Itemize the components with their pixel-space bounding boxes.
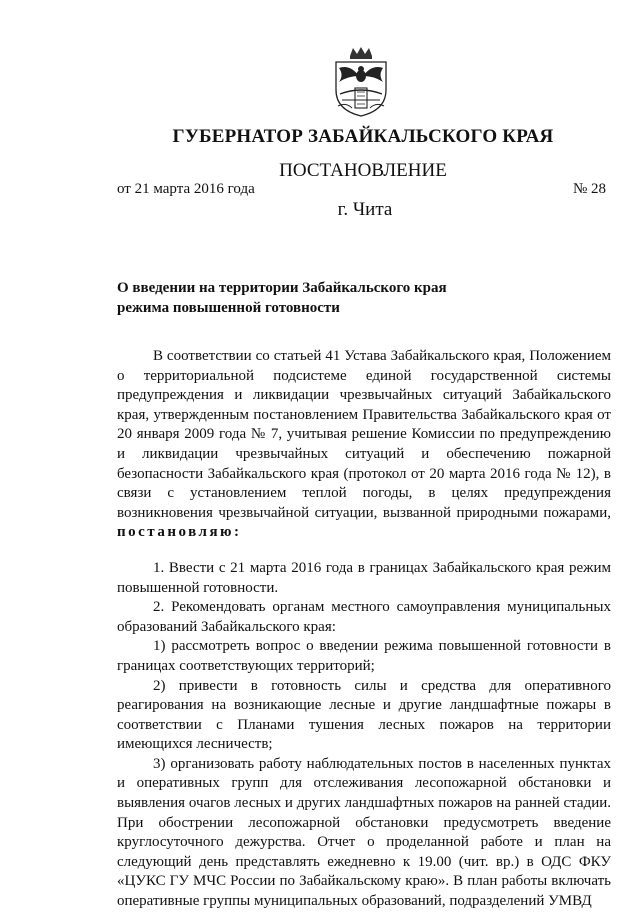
coat-of-arms-icon xyxy=(326,46,396,118)
item-paragraph: 1) рассмотреть вопрос о введении режима повышенной готовности в границах соответствующих территорий; xyxy=(117,638,611,674)
item-paragraph: 3) организовать работу наблюдательных постов в населенных пунктах и оперативных групп для отслеживания лесопожарной обстановки и выявления очагов лесных и других ландшафтных пожаров на ранней стадии. При обострении лесопожарной обстановки предусмотреть введение круглосуточного дежурства. Отчет о проделанной работе и план на следующий день представлять ежедневно к 19.00 (чит. вр.) в ОДС ФКУ «ЦУКС ГУ МЧС России по Забайкальскому краю». В план работы включать оперативные группы муниципальных образований, подразделений УМВД xyxy=(117,755,611,910)
document-subject xyxy=(117,278,477,318)
document-city: г. Чита xyxy=(337,199,393,220)
subject-line-1: О введении на территории Забайкальского края xyxy=(117,280,447,296)
document-type: ПОСТАНОВЛЕНИЕ xyxy=(279,160,447,181)
document-body xyxy=(117,347,611,912)
subject-line-2: режима повышенной готовности xyxy=(117,300,340,316)
item-paragraph: 1. Ввести с 21 марта 2016 года в границах Забайкальского края режим повышенной готовности. xyxy=(117,559,611,596)
item-paragraph: 2) привести в готовность силы и средства для оперативного реагирования на возникающие лесные и другие ландшафтные пожары в соответствии с Планами тушения лесных пожаров на территории имеющихся лесничеств; xyxy=(117,677,611,753)
document-date: от 21 марта 2016 года xyxy=(117,181,255,197)
preamble-text: В соответствии со статьей 41 Устава Забайкальского края, Положением о территориальной подсистеме единой государственной системы предупреждения и ликвидации чрезвычайных ситуаций Забайкальского края, утвержденным постановлением Правительства Забайкальского края от 20 января 2009 года № 7, учитывая решение Комиссии по предупреждению и ликвидации чрезвычайных ситуаций и обеспечению пожарной безопасности Забайкальского края (протокол от 20 марта 2016 года № 12), в связи с установлением теплой погоды, в целях предупреждения возникновения чрезвычайной ситуации, вызванной природными пожарами, xyxy=(117,348,611,521)
resolve-word: постановляю: xyxy=(117,524,242,541)
issuing-authority: ГУБЕРНАТОР ЗАБАЙКАЛЬСКОГО КРАЯ xyxy=(172,126,554,147)
preamble-paragraph xyxy=(117,347,611,543)
document-number: № 28 xyxy=(572,181,606,197)
paragraph-gap xyxy=(117,543,611,559)
item-paragraph: 2. Рекомендовать органам местного самоуправления муниципальных образований Забайкальского края: xyxy=(117,599,611,635)
